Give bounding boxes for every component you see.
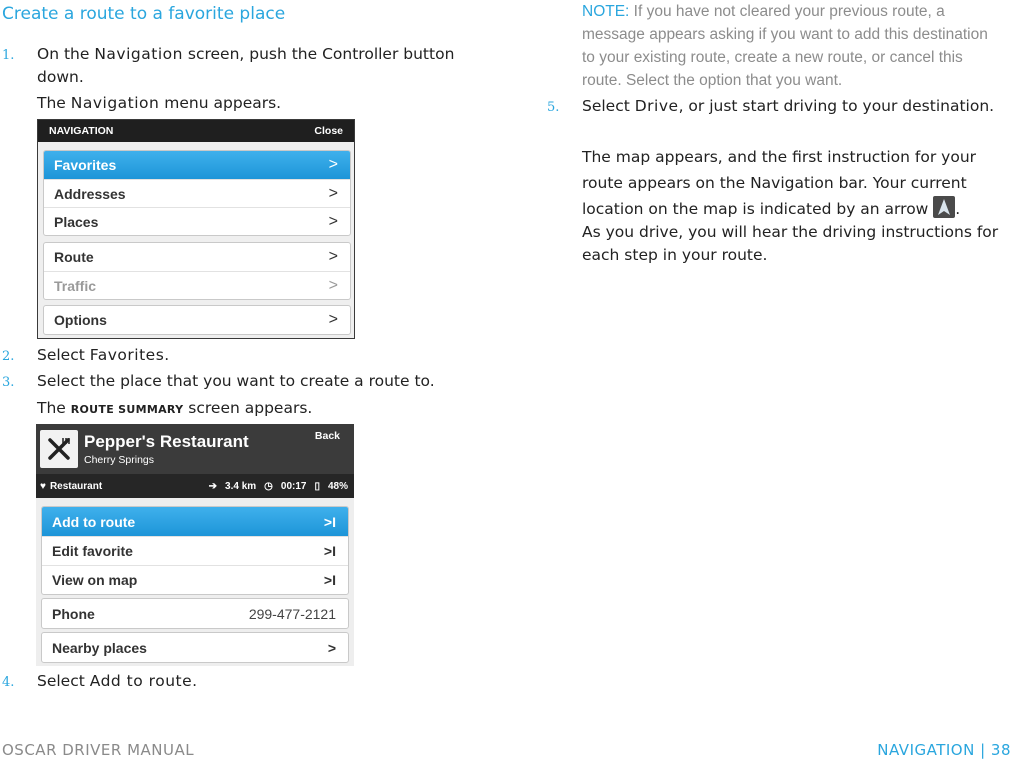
step-5-result-2: As you drive, you will hear the driving instructions for each step in your route. [582,223,999,264]
note-box [582,0,1002,92]
route-info-bar [36,474,354,498]
step-number: 5. [547,100,560,115]
footer-manual-title: OSCAR DRIVER MANUAL [2,741,195,759]
nav-group-1 [43,150,351,236]
command-add-to-route: Add to route [89,672,193,690]
chevron-right-icon: > [327,639,336,656]
route-group-3 [41,632,349,663]
step-3-result: The ROUTE SUMMARY screen appears. [37,399,313,417]
chevron-right-icon: > [328,276,338,294]
step-1-result: The Navigation menu appears. [37,94,282,112]
place-subtitle: Cherry Springs [84,454,155,466]
back-button[interactable]: Back [314,430,340,442]
go-to-icon: >I [323,572,336,588]
navigation-screen-image [37,119,355,339]
nav-group-2 [43,242,351,300]
chevron-right-icon: > [328,248,338,265]
note-label: NOTE: [582,3,630,20]
menu-item-options[interactable]: Options > [54,311,338,328]
menu-item-traffic[interactable]: Traffic > [44,271,350,299]
menu-item-addresses[interactable]: Addresses > [44,179,350,207]
chevron-right-icon: > [328,311,338,328]
step-number: 4. [2,675,15,690]
go-to-icon: >I [323,513,336,530]
route-group-1 [41,506,349,595]
command-favorites: Favorites [89,346,165,364]
nav-group-3 [43,305,351,335]
nav-title-bar [38,120,354,142]
menu-item-add-to-route[interactable]: Add to route >I [42,507,348,536]
command-navigation: Navigation [94,45,183,63]
menu-item-places[interactable]: Places > [44,207,350,235]
step-number: 3. [2,375,15,390]
footer-page-number: NAVIGATION | 38 [877,741,1011,759]
distance: 3.4 km [225,480,257,492]
note-text: If you have not cleared your previous route, a message appears asking if you want to add this destination to your existing route, create a new route, or cancel this route. Select the option that you want. [582,3,988,89]
menu-item-favorites[interactable]: Favorites > [44,151,350,179]
chevron-right-icon: > [328,184,338,202]
phone-number: 299-477-2121 [248,605,336,622]
route-header [36,424,354,474]
chevron-right-icon: > [328,156,338,173]
heart-icon: ♥ [40,480,46,492]
clock-icon: ◷ [264,480,273,492]
close-button[interactable]: Close [314,125,343,137]
route-group-2 [41,598,349,629]
place-name: Pepper's Restaurant [84,432,249,451]
step-number: 2. [2,349,15,364]
command-drive: Drive [634,97,679,115]
step-number: 1. [2,48,15,63]
place-category: Restaurant [49,480,103,492]
go-to-icon: >I [323,543,336,559]
menu-item-edit-favorite[interactable]: Edit favorite >I [42,536,348,565]
menu-item-route[interactable]: Route > [54,248,338,265]
menu-item-view-on-map[interactable]: View on map >I [42,565,348,594]
arrow-right-icon: ➔ [208,480,218,492]
section-heading: Create a route to a favorite place [2,4,286,24]
phone-row[interactable]: Phone 299-477-2121 [52,605,336,622]
menu-item-nearby-places[interactable]: Nearby places > [52,639,336,656]
battery-level: 48% [327,480,348,492]
nav-title: NAVIGATION [49,125,114,137]
location-arrow-icon [933,196,955,218]
travel-time: 00:17 [280,480,307,492]
step-5-result: The map appears, and the first instruction for your route appears on the Navigation bar. Your current location on the map is indicated by an arrow . [582,148,977,218]
chevron-right-icon: > [328,212,338,230]
restaurant-icon [40,430,78,468]
route-summary-screen-image [36,424,354,666]
battery-icon: ▯ [314,480,320,492]
